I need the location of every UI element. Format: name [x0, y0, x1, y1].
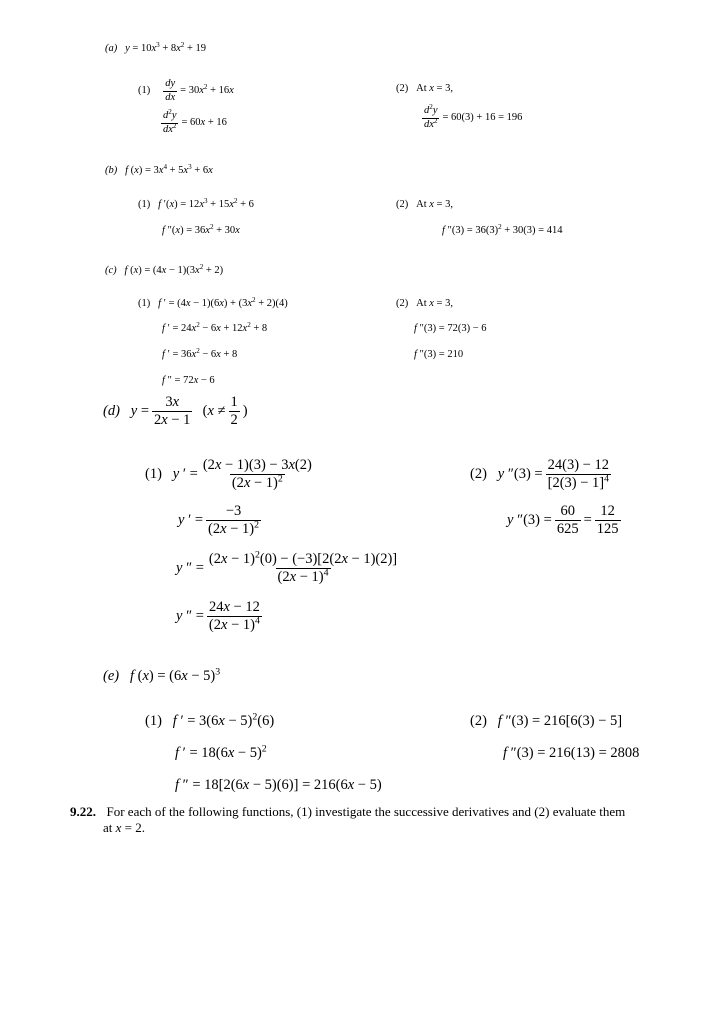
part-d-line-4: y ″ = $\frac{24x - 12}{(2x - 1)^4}$ — [176, 599, 260, 633]
problem-text: For each of the following functions, (1) investigate the successive derivatives and (2) evaluate them at x = 2. — [103, 804, 626, 835]
part-a-second-derivative: $\frac{d^2y}{dx^2}$ = 60x + 16 — [163, 108, 227, 135]
part-c-eval-1: f ″(3) = 72(3) − 6 — [414, 323, 487, 334]
part-e-line-1: (1) f ′ = $3(6x - 5)^2(6)$ — [145, 711, 275, 729]
part-d-line-3: y ″ = $\frac{(2x - 1)^2(0) - (-3)[2(2x - 1)(2)]}{(2x - 1)^4}$ — [176, 549, 398, 585]
part-c-line-3: f ′ = $36x^2 - 6x + 8$ — [162, 347, 238, 360]
part-e-eval-1: (2) f ″(3) = 216[6(3) − 5] — [470, 713, 623, 729]
part-b-eval-result: f $''(3) = 36(3)^2 + 30(3) = 414$ — [442, 223, 563, 236]
part-c-line-1: (1) f ′ = $(4x - 1)(6x) + (3x^2 + 2)(4)$ — [138, 296, 288, 309]
problem-number: 9.22. — [70, 804, 96, 819]
part-d-eval-1: (2) y ″(3) = $\frac{24(3) - 12}{[2(3) - 1]^4}$ — [470, 457, 610, 491]
part-a-function: (a) $y = 10x^3 + 8x^2 + 19$ — [105, 41, 207, 54]
problem-9-22 — [70, 804, 670, 836]
part-a-eval-at: (2) At x = 3, — [396, 83, 453, 94]
part-d-eval-2: y ″(3) = $\frac{60}{625}$ = $\frac{12}{125}$ — [507, 503, 619, 537]
part-b-eval-at: (2) At x = 3, — [396, 199, 453, 210]
part-b-function: (b) f $(x) = 3x^4 + 5x^3 + 6x$ — [105, 163, 213, 176]
part-c-eval-2: f ″(3) = 210 — [414, 349, 464, 360]
part-c-line-4: f ″ = 72x − 6 — [162, 375, 215, 386]
part-d-function: (d) y = $\frac{3x}{2x - 1}$ (x ≠ 1 2 ) — [103, 394, 248, 428]
part-e-function: (e) f $(x) = (6x - 5)^3$ — [103, 666, 221, 684]
part-b-first-derivative: (1) f $'(x) = 12x^3 + 15x^2 + 6$ — [138, 197, 254, 210]
part-c-line-2: f ′ = $24x^2 - 6x + 12x^2 + 8$ — [162, 321, 268, 334]
part-e-eval-2: f ″(3) = 216(13) = 2808 — [503, 745, 640, 761]
part-b-second-derivative: f $''(x) = 36x^2 + 30x$ — [162, 223, 240, 236]
part-c-eval-at: (2) At x = 3, — [396, 298, 453, 309]
part-e-line-3: f ″ = 18[2(6x − 5)(6)] = 216(6x − 5) — [175, 777, 382, 793]
part-d-line-2: y ′ = $\frac{-3}{(2x - 1)^2}$ — [178, 503, 260, 537]
part-c-function: (c) f $(x) = (4x - 1)(3x^2 + 2)$ — [105, 263, 224, 276]
part-e-line-2: f ′ = $18(6x - 5)^2$ — [175, 743, 267, 761]
part-a-eval-result: $\frac{d^2y}{dx^2}$ = 60(3) + 16 = 196 — [424, 103, 523, 130]
part-d-line-1: (1) y ′ = $\frac{(2x - 1)(3) - 3x(2)}{(2x - 1)^2}$ — [145, 457, 312, 491]
part-a-first-derivative: (1) $\frac{dy}{dx}$ = $30x^2 + 16x$ — [138, 78, 234, 103]
